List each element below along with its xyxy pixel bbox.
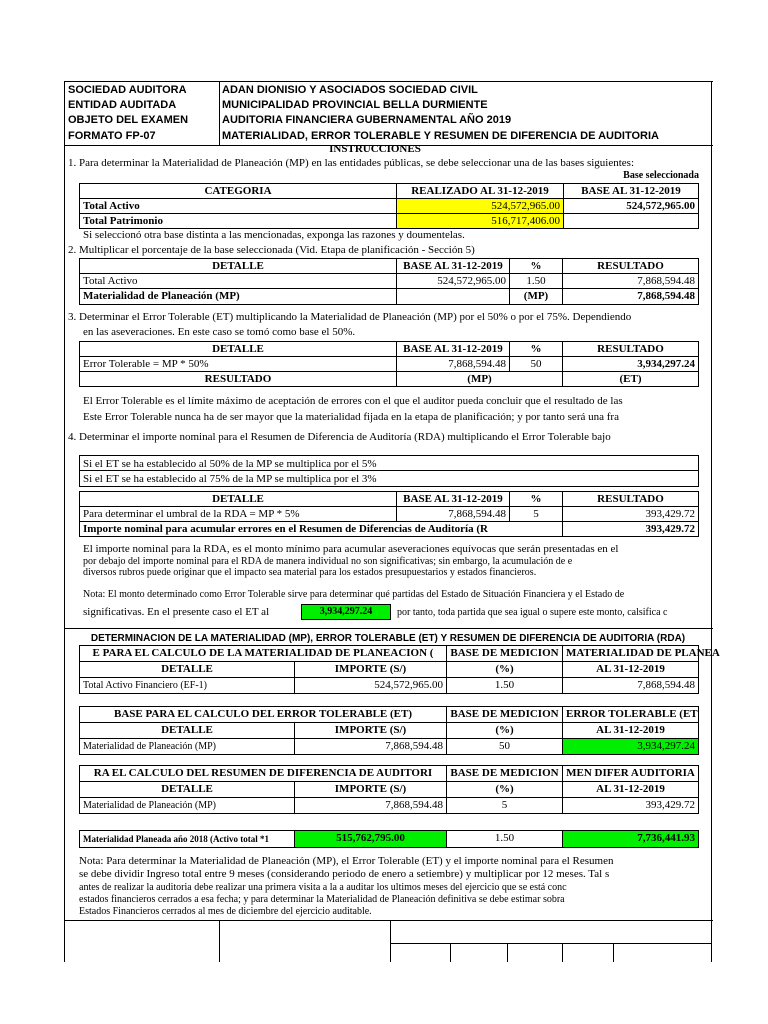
- s2-r1-base: 524,572,965.00: [396, 273, 510, 289]
- t3-detalle: Materialidad de Planeación (MP): [79, 797, 295, 814]
- s3-note2: Este Error Tolerable nunca ha de ser mayor que la materialidad fijada en la etapa de planificación; y por tanto será una fra: [83, 411, 619, 423]
- final-note-1: Nota: Para determinar la Materialidad de Planeación (MP), el Error Tolerable (ET) y el importe nominal para el Resumen: [79, 855, 614, 867]
- header-value-sociedad: ADAN DIONISIO Y ASOCIADOS SOCIEDAD CIVIL: [222, 84, 478, 96]
- step2-text: 2. Multiplicar el porcentaje de la base seleccionada (Vid. Etapa de planificación - Sección 5): [68, 244, 475, 256]
- s1-row2-base: [563, 213, 699, 229]
- t3-importe: 7,868,594.48: [294, 797, 447, 814]
- s4-nota1: Nota: El monto determinado como Error Tolerable sirve para determinar qué partidas del Estado de Situación Financiera y el Estado de: [83, 589, 625, 600]
- s3-h-base: BASE AL 31-12-2019: [396, 341, 510, 357]
- instrucciones-title: INSTRUCCIONES: [329, 143, 421, 155]
- t4-valor: 7,736,441.93: [562, 830, 699, 848]
- s3-h-pct: %: [509, 341, 563, 357]
- signature-grid-top: [65, 920, 713, 921]
- worksheet: [64, 81, 720, 962]
- s3-note1: El Error Tolerable es el límite máximo de aceptación de errores con el que el auditor pueda concluir que el resultado de las: [83, 395, 623, 407]
- s3-r2-resultado: (ET): [562, 371, 699, 387]
- final-note-4: estados financieros cerrados a esa fecha; y para determinar la Materialidad de Planeación definitiva se debe estimar sobra: [79, 894, 565, 905]
- t2-h3: ERROR TOLERABLE (ET: [562, 706, 699, 723]
- t2-importe: 7,868,594.48: [294, 738, 447, 755]
- s2-r2-detalle: Materialidad de Planeación (MP): [79, 288, 397, 305]
- t1-h1: E PARA EL CALCULO DE LA MATERIALIDAD DE PLANEACION (: [79, 645, 447, 662]
- determinacion-title: DETERMINACION DE LA MATERIALIDAD (MP), ERROR TOLERABLE (ET) Y RESUMEN DE DIFERENCIA DE AUDITORIA (RDA): [90, 633, 686, 644]
- t3-h1: RA EL CALCULO DEL RESUMEN DE DIFERENCIA DE AUDITORI: [79, 765, 447, 782]
- step3-text2: en las aseveraciones. En este caso se tomó como base el 50%.: [83, 326, 356, 338]
- s4-nota2-value: 3,934,297.24: [301, 604, 391, 620]
- final-note-2: se debe dividir Ingreso total entre 9 meses (considerando periodo de enero a setiembre) y multiplicar por 12 meses. Tal s: [79, 868, 610, 880]
- header-label-formato: FORMATO FP-07: [68, 130, 156, 142]
- t3-pct: 5: [446, 797, 563, 814]
- t2-detalle: Materialidad de Planeación (MP): [79, 738, 295, 755]
- t4-pct: 1.50: [446, 830, 563, 848]
- s4-r1-pct: 5: [509, 506, 563, 522]
- s1-note: Si seleccionó otra base distinta a las mencionadas, exponga las razones y doumentelas.: [83, 229, 465, 241]
- t1-valor: 7,868,594.48: [562, 677, 699, 694]
- final-note-3: antes de realizar la auditoria debe realizar una primera visita a la a auditar los ultimos meses del ejercicio que se está conc: [79, 882, 567, 893]
- s1-row2-cat: Total Patrimonio: [79, 213, 397, 229]
- s4-note1: El importe nominal para la RDA, es el monto mínimo para acumular aseveraciones equívocas que serán presentadas en el: [83, 543, 619, 555]
- s1-row2-realizado: 516,717,406.00: [396, 213, 564, 229]
- s1-row1-base: 524,572,965.00: [563, 198, 699, 214]
- t3-s2: IMPORTE (S/): [294, 781, 447, 798]
- t1-detalle: Total Activo Financiero (EF-1): [79, 677, 295, 694]
- s4-cond2: Si el ET se ha establecido al 75% de la MP se multiplica por el 3%: [83, 473, 377, 485]
- t2-s1: DETALLE: [79, 722, 295, 739]
- s4-r1-resultado: 393,429.72: [562, 506, 699, 522]
- s4-h-detalle: DETALLE: [79, 491, 397, 507]
- s4-r1-detalle: Para determinar el umbral de la RDA = MP * 5%: [79, 506, 397, 522]
- t1-s3: (%): [446, 661, 563, 678]
- s3-h-detalle: DETALLE: [79, 341, 397, 357]
- header-value-objeto: AUDITORIA FINANCIERA GUBERNAMENTAL AÑO 2019: [222, 114, 512, 126]
- t2-h2: BASE DE MEDICION: [446, 706, 563, 723]
- t2-h1: BASE PARA EL CALCULO DEL ERROR TOLERABLE (ET): [79, 706, 447, 723]
- s4-h-base: BASE AL 31-12-2019: [396, 491, 510, 507]
- s3-r1-pct: 50: [509, 356, 563, 372]
- s2-r2-resultado: 7,868,594.48: [562, 288, 699, 305]
- s2-h-detalle: DETALLE: [79, 258, 397, 274]
- step1-text: 1. Para determinar la Materialidad de Planeación (MP) en las entidades públicas, se debe seleccionar una de las bases siguientes:: [68, 157, 634, 169]
- s4-h-resultado: RESULTADO: [562, 491, 699, 507]
- s4-r2-detalle: Importe nominal para acumular errores en el Resumen de Diferencias de Auditoría (R: [79, 521, 563, 537]
- s3-r1-base: 7,868,594.48: [396, 356, 510, 372]
- s3-r2-detalle: RESULTADO: [79, 371, 397, 387]
- s1-h-categoria: CATEGORIA: [79, 183, 397, 199]
- step3-text1: 3. Determinar el Error Tolerable (ET) multiplicando la Materialidad de Planeación (MP) por el 50% o por el 75%. Dependiendo: [68, 311, 632, 323]
- s1-row1-cat: Total Activo: [79, 198, 397, 214]
- t1-h3: MATERIALIDAD DE PLANEA: [562, 645, 699, 662]
- t3-s3: (%): [446, 781, 563, 798]
- step4-text: 4. Determinar el importe nominal para el Resumen de Diferencia de Auditoría (RDA) multiplicando el Error Tolerable bajo: [68, 431, 611, 443]
- s4-r1-base: 7,868,594.48: [396, 506, 510, 522]
- t1-h2: BASE DE MEDICION: [446, 645, 563, 662]
- t4-importe: 515,762,795.00: [294, 830, 447, 848]
- header-label-entidad: ENTIDAD AUDITADA: [68, 99, 177, 111]
- s4-nota2-a: significativas. En el presente caso el ET al: [83, 606, 270, 618]
- s2-h-resultado: RESULTADO: [562, 258, 699, 274]
- s2-r2-pct: (MP): [509, 288, 563, 305]
- t1-s2: IMPORTE (S/): [294, 661, 447, 678]
- t1-s1: DETALLE: [79, 661, 295, 678]
- s4-r2-resultado: 393,429.72: [562, 521, 699, 537]
- t1-s4: AL 31-12-2019: [562, 661, 699, 678]
- t2-s3: (%): [446, 722, 563, 739]
- s1-row1-realizado: 524,572,965.00: [396, 198, 564, 214]
- s1-h-base: BASE AL 31-12-2019: [563, 183, 699, 199]
- header-label-sociedad: SOCIEDAD AUDITORA: [68, 84, 187, 96]
- s3-r2-base: (MP): [396, 371, 563, 387]
- s2-h-base: BASE AL 31-12-2019: [396, 258, 510, 274]
- s3-h-resultado: RESULTADO: [562, 341, 699, 357]
- t1-pct: 1.50: [446, 677, 563, 694]
- s4-nota2-b: por tanto, toda partida que sea igual o supere este monto, calsifica c: [397, 607, 668, 618]
- s2-r1-resultado: 7,868,594.48: [562, 273, 699, 289]
- s3-r1-resultado: 3,934,297.24: [562, 356, 699, 372]
- t3-s4: AL 31-12-2019: [562, 781, 699, 798]
- t2-s4: AL 31-12-2019: [562, 722, 699, 739]
- header-label-objeto: OBJETO DEL EXAMEN: [68, 114, 189, 126]
- t3-h2: BASE DE MEDICION: [446, 765, 563, 782]
- t3-s1: DETALLE: [79, 781, 295, 798]
- s4-h-pct: %: [509, 491, 563, 507]
- s2-r2-base: [396, 288, 510, 305]
- t3-valor: 393,429.72: [562, 797, 699, 814]
- t3-h3: MEN DIFER AUDITORIA: [562, 765, 699, 782]
- base-seleccionada-label: Base seleccionada: [623, 170, 699, 181]
- s3-r1-detalle: Error Tolerable = MP * 50%: [79, 356, 397, 372]
- s2-r1-pct: 1.50: [509, 273, 563, 289]
- s2-h-pct: %: [509, 258, 563, 274]
- t1-importe: 524,572,965.00: [294, 677, 447, 694]
- s1-h-realizado: REALIZADO AL 31-12-2019: [396, 183, 564, 199]
- t2-valor: 3,934,297.24: [562, 738, 699, 755]
- t2-s2: IMPORTE (S/): [294, 722, 447, 739]
- s4-note2: por debajo del importe nominal para el RDA de manera individual no son significativas; sin embargo, la acumulación de e: [83, 556, 573, 567]
- s4-note3: diversos rubros puede originar que el impacto sea material para los estados presupuestarios y estados financieros.: [83, 567, 537, 578]
- header-value-formato: MATERIALIDAD, ERROR TOLERABLE Y RESUMEN DE DIFERENCIA DE AUDITORIA: [222, 130, 659, 142]
- t2-pct: 50: [446, 738, 563, 755]
- s4-cond1: Si el ET se ha establecido al 50% de la MP se multiplica por el 5%: [83, 458, 377, 470]
- header-value-entidad: MUNICIPALIDAD PROVINCIAL BELLA DURMIENTE: [222, 99, 488, 111]
- t4-detalle: Materialidad Planeada año 2018 (Activo total *1: [79, 830, 295, 848]
- final-note-5: Estados Financieros cerrados al mes de diciembre del ejercicio auditable.: [79, 906, 372, 917]
- s2-r1-detalle: Total Activo: [79, 273, 397, 289]
